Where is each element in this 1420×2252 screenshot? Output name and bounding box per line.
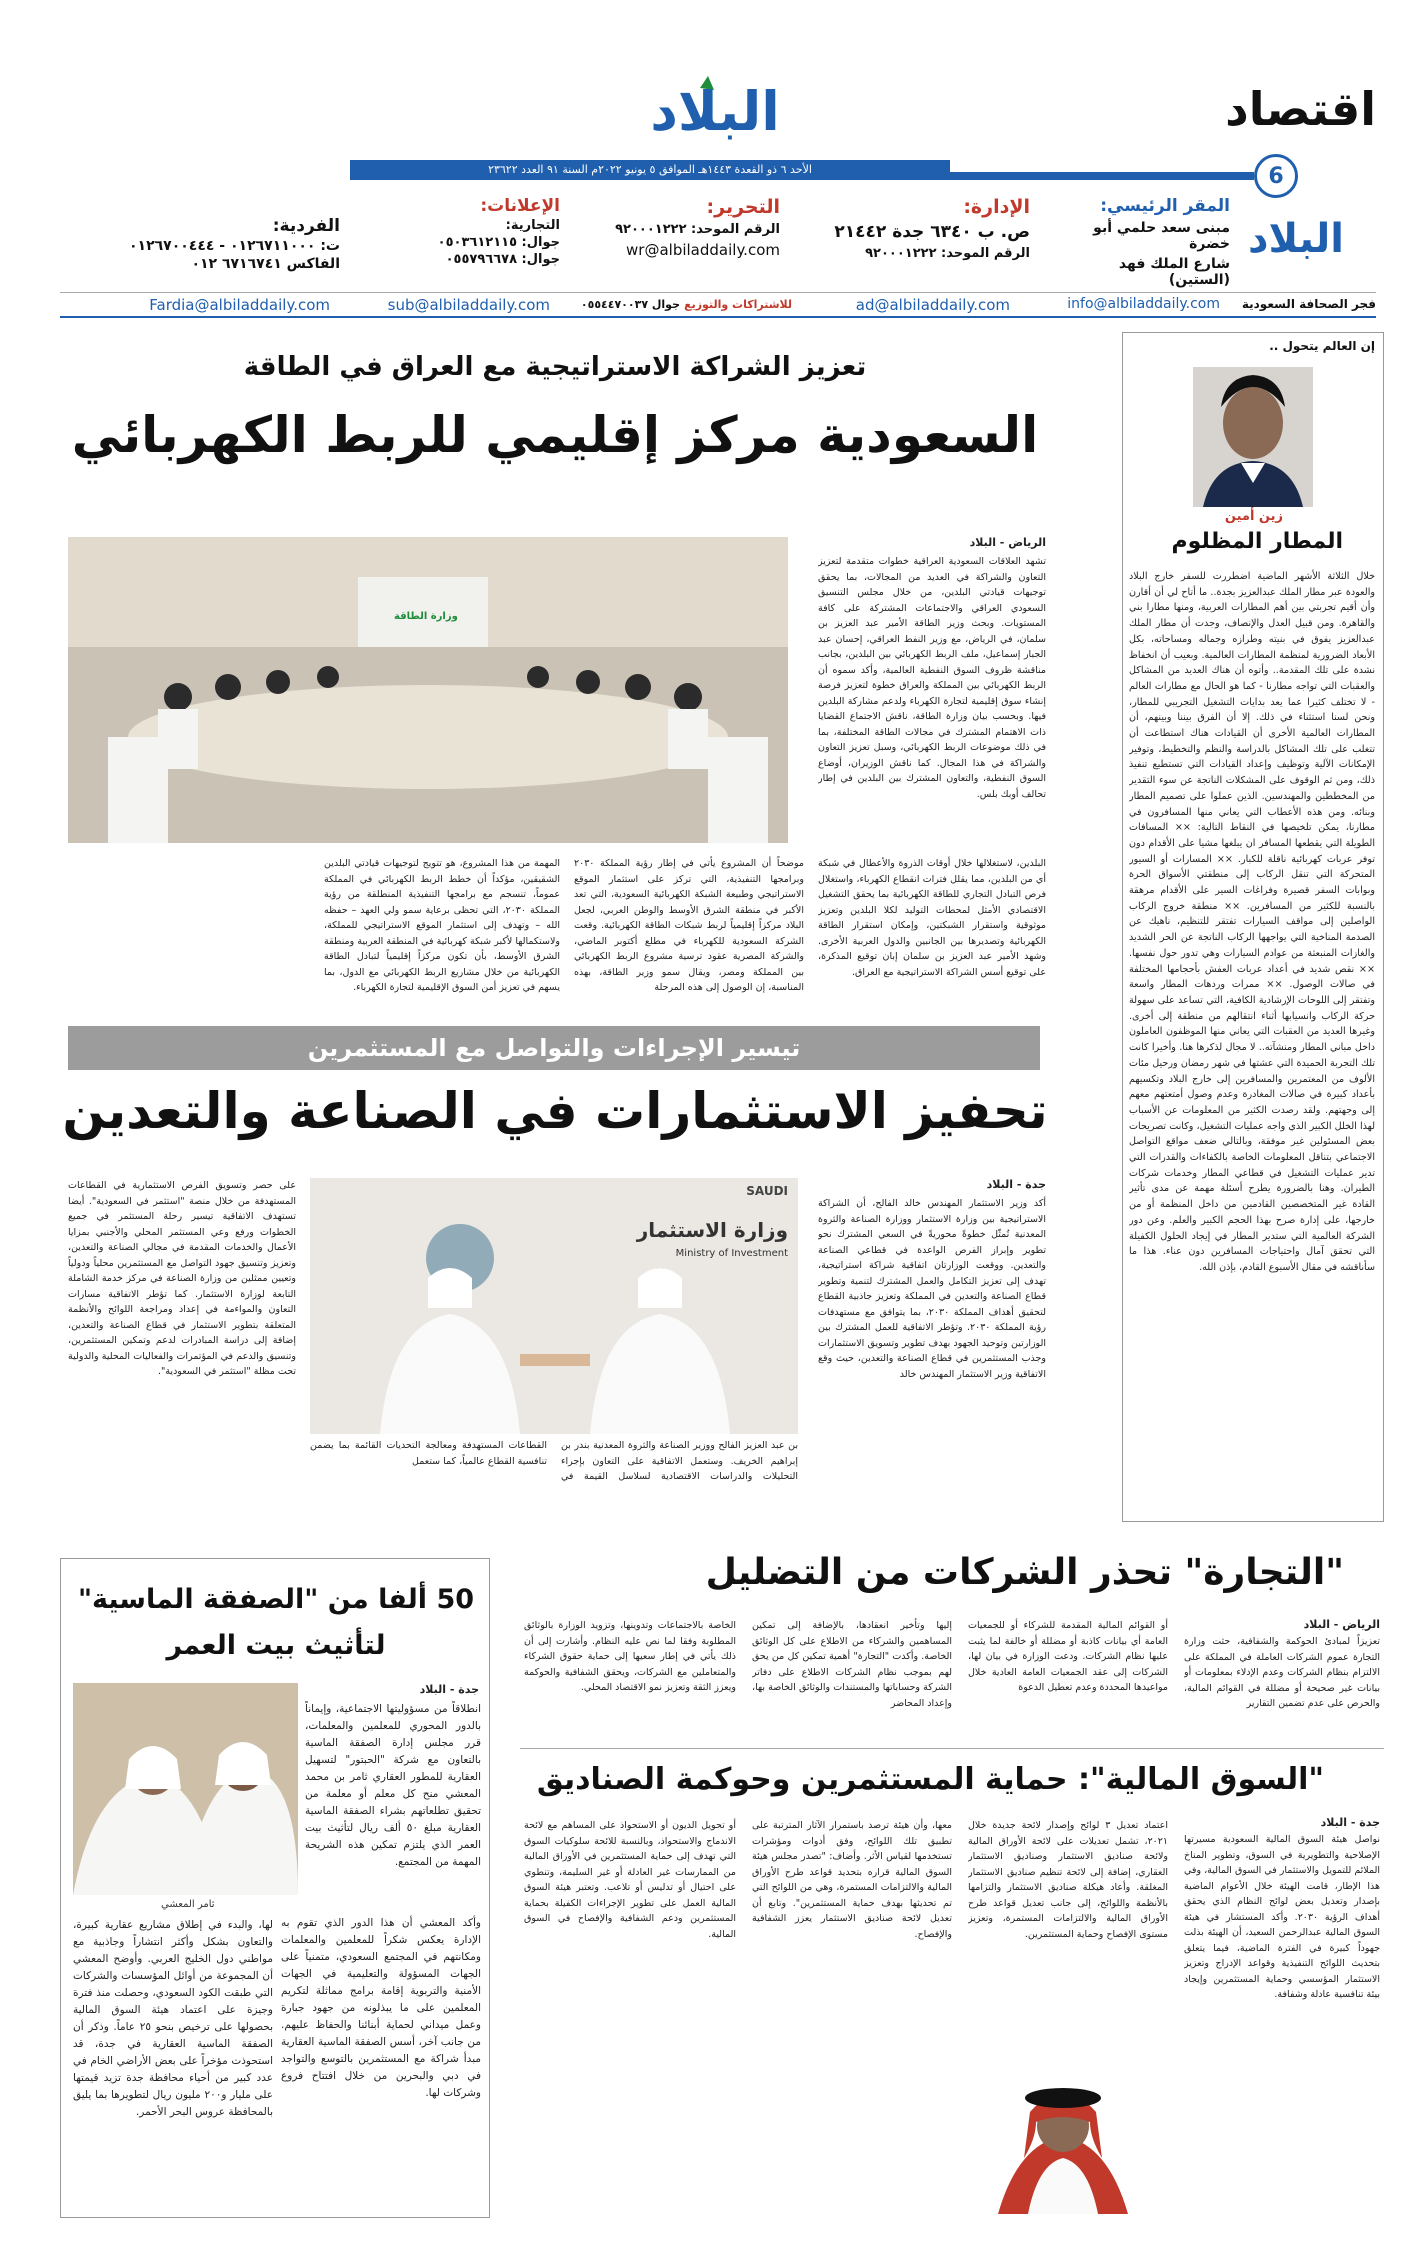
article5-dateline: جدة - البلاد [1320,1816,1380,1829]
article3-photo-caption: ثامر المعشي [161,1899,215,1910]
article4-col2: أو القوائم المالية المقدمة للشركاء أو للجمعيات العامة أي بيانات كاذبة أو مضللة أو خالفة لما يثبت عليها نظام الشركات. ودعت الوزارة في بيان لها، الشركات إلى عقد الجمعيات العامة العادية خلال مواعيدها المحددة وعدم تعطيل الدعوة [968,1620,1168,1693]
retail-block [90,216,340,272]
article5-photo [958,2064,1168,2214]
ads-line1: التجارية: [505,218,560,233]
signing-photo-icon [310,1178,798,1434]
article3-body-right: انطلاقاً من مسؤوليتها الاجتماعية، وإيماناً بالدور المحوري للمعلمين والمعلمات، قرر مجلس إدارة الصفقة الماسية بالتعاون مع شركة "الحبتور" لتسهيل العقارية للمطور العقاري ثامر بن محمد المعشي منح كل معلم أو معلمة من تحقيق تطلعاتهم بشراء الصفقة الماسية العقارية مبلغ ٥٠ ألف ريال لتأثيث بيت العمر الذي يلتزم تمكين هذه الشريحة المهمة من المجتمع. [305,1703,481,1868]
small-logo-text: البلاد [1248,216,1344,262]
article5-rule [520,1748,1384,1749]
article4-col1: تعزيزاً لمبادئ الحوكمة والشفافية، حثت وزارة التجارة عموم الشركات العاملة في المملكة على الالتزام بنظام الشركات وعدم الإدلاء بمعلومات أو بيانات غير صحيحة أو مضللة في القوائم المالية، والحرص على عدم تضمين التقارير [1184,1636,1380,1709]
article1-photo-label: وزارة الطاقة [394,611,458,622]
article5-col3: معها، وأن هيئة ترصد باستمرار الآثار المترتبة على تطبيق تلك اللوائح، وفق أدوات ومؤشرات تستخدمها لقياس الأثر. وأضاف: "تصدر مجلس هيئة السوق المالية قراره بتحديد قواعد طرح الأوراق المالية والالتزامات المستمرة، وهي من اللوائح التي تم تحديثها بهدف حماية المستثمرين". وتابع أن تعديل لائحة صناديق الاستثمار يعزز الشفافية والإفصاح. [752,1820,952,1940]
admin-label: الإدارة: [963,196,1030,218]
subs-phone: جوال ٠٥٥٤٤٧٠٠٣٧ [580,298,680,311]
article2-body-left: على حصر وتسويق الفرص الاستثمارية في القطاعات المستهدفة من خلال منصة "استثمر في السعودية". أيضا تستهدف الاتفاقية تيسير رحلة المستثمر في جميع الخطوات ورفع وعي المستثمر المحلي والأجنبي بمزايا الأعمال والخدمات المقدمة في مجالي الصناعة والتعدين، وتعزيز وتنسيق جهود التواصل مع المستثمرين محلياً ودولياً وتعيين ممثلين من وزارة الصناعة في مركز خدمة الشاملة التابعة لوزارة الاستثمار. كما تؤطر الاتفاقية مسارات التعاون والمواءمة في إعداد ومراجعة اللوائح والأنظمة المتعلقة بتطوير الاستثمار في قطاع الصناعة والتعدين، إضافة إلى دراسة المبادرات لدعم وتمكين المستثمرين، وتنسيق والدعم في المؤتمرات والفعاليات المحلية والدولية تحت مظلة "استثمر في السعودية". [68,1180,296,1377]
article2-photo [310,1178,798,1434]
article1-kicker: تعزيز الشراكة الاستراتيجية مع العراق في الطاقة [243,352,867,382]
article4-dateline: الرياض - البلاد [1303,1618,1380,1631]
logo-text: البلاد [650,80,780,143]
article5-col2: اعتماد تعديل ٣ لوائح وإصدار لائحة جديدة خلال ٢٠٢١، تشمل تعديلات على لائحة الأوراق المالية ولائحة صناديق الاستثمار وصناديق الاستثمار العقاري، إضافة إلى لائحة تنظيم صناديق الاستثمار المغلقة. وأعاد هيكلة صناديق الاستثمار والتزامها بالأنظمة واللوائح، إلى جانب تعديل قواعد طرح الأوراق المالية والالتزامات المستمرة، وتعزيز مستوى الإفصاح وحماية المستثمرين. [968,1820,1168,1940]
masthead [0,0,1420,320]
column-body: خلال الثلاثة الأشهر الماضية اضطررت للسفر خارج البلاد والعودة عبر مطار الملك عبدالعزيز بجدة.. ما أتاح لي أن أقارن وأن أقيم تجربتي بين أهم المطارات العربية، ومنها مطارا بني والقاهرة. ومن قبيل العدل والإنصاف، وجدت أن مطار الملك عبدالعزيز يفوق في بنيته وطرازه وجماله ومساحاته، بكل الأبعاد الضرورية لمنظمة المطارات العالمية. وبعيب أن انخفاظ نشدة على تلك المقدمة.. وأتوه أن هناك العديد من المشاكل والعقبات التي تواجه مطارنا - كما هو الحال مع مطارات العالم - لا تختلف كثيرا عما يعد بدايات التشغيل التجريبي للمطار، ونحن لسنا استثناء في ذلك. إلا أن الفرق بيننا وبينهم، أن المطارات العالمية الأخرى أن القيادات هناك استطاعت أن تتغلب على تلك المشاكل بالدراسة والنظم والتخطيط، وتوفير الإمكانات الآلية وتوظيف وإعداد القيادات التي تستطيع تنفيذ ذلك، ومن ثم الوقوف على المشكلات الناتجة عن سوء التقدير من المخططين والمهندسين. الذين عملوا على تصميم المطار وبنائه. ومن هذه الأعطاب التي يعاني منها المسافرون في مطارنا، يمكن تلخيصها في النقاط التالية: ×× المسافات الطويلة التي يقطعها المسافر ان يبلغها مشيا على الأقدام دون توفر عربات كهربائية ناقلة للكبار. ×× المسارات أو السيور المتحركة التي تنقل الركاب إلى منطقتي الأسواق الحرة وبوابات السفر قصيرة وفراغات السير على الأقدام مرهقة بالنسبة للكثير من المسافرين. ×× منطقة خروج الركاب الواصلين إلى مواقف السيارات تفتقر للتنظيم، ناهيك عن الصدمة المناخية التي يواجهها الركاب الناتجة عن الحر الشديد والغازات المنبعثة من عوادم السيارات وهي تدور حول نفسها. ×× نقص شديد في أعداد عربات العفش بأحجامها المختلفة في صالات الوصول. ×× ممرات وردهات المطار واسعة وتفتقر إلى اللوحات الإرشادية الكافية، التي تساعد على سهولة حركة الركاب وانسيابها أثناء انتقالهم من منطقة إلى أخرى. وغيرها العديد من العقبات التي يعاني منها الموظفون العاملون داخل مباني المطار ومنشآته.. لا مجال لذكرها هنا. وأخيرا كانت تلك التجربة الحميدة التي عشتها في شهر رمضان ورحيل مئات الألوف من المعتمرين والمسافرين إلى خارج البلاد وتكسيهم بأعداد كبيرة في صالات المغادرة وعدم وصول أمتعتهم معهم إلى وجهتهم. ولقد رصدت الكثير من المعلومات عن الأسباب لهذا الخلل الكبير الذي واجه عمليات التشغيل، وكانت تصريحات بعض المسئولين غير موفقة، وبالتالي ضعف مواقع التواصل الاجتماعي بتناقل المعلومات الخاصة بالكفاءات والقدرات التي تدير عمليات التشغيل في قطاعي المطار وخدمات شركات الطيران. وهنا بالضرورة يطرح أسئلة مهمة عن مدى تأثير القادة غير المتخصصين القادمين من داخل المنظمة أو من خارجها، على إدارة صرح بهذا الحجم الكبير والعلم. وعن دور الشركة العالمية التي ستدير المطار في إيجاد الحلول الكفيلة التي تحقق آمال واحتياجات المسافرين دون عناء. هذا ما سأناقشه في مقال الأسبوع القادم، بإذن الله. [1129,571,1375,1273]
retail-line2: الفاكس ٦٧١٦٧٤١ ٠١٢ [191,256,340,272]
ads-line3: جوال: ٠٥٥٧٩٦٦٧٨ [445,252,560,267]
retail-line1: ت: ٠١٢٦٧١١٠٠٠ - ٠١٢٦٧٠٠٤٤٤ [128,238,340,254]
article5-col4: أو تحويل الديون أو الاستحواذ على المساهم مع لائحة الاندماج والاستحواذ، وبالنسبة للائحة سلوكيات السوق التي تهدف إلى حماية المستثمرين في الأوراق المالية من الممارسات غير العادلة أو غير السليمة، وتنطوي على احتيال أو تدليس أو تلاعب. وتعتبر هيئة السوق المالية العمل على تطوير الإجراءات الكفيلة بحماية المستثمرين ودعم الشفافية والإفصاح في السوق المالية. [524,1820,736,1940]
article1-col3: المهمة من هذا المشروع، هو تتويج لتوجيهات قيادتي البلدين الشقيقين، مؤكداً أن خطط الربط الكهربائي في المملكة عموماً، تنسجم مع برامجها التنفيذية المنطلقة من رؤية المملكة ٢٠٣٠، التي تحظى برعاية سمو ولي العهد – حفظه الله – وتهدف إلى استثمار الموقع الاستراتيجي للمملكة، ولاستكمالها لأكبر شبكة كهربائية في المنطقة العربية ومنطقة الشرق الأوسط، بأن تكون مركزاً إقليمياً لتبادل الطاقة الكهربائية من خلال مشاريع الربط الكهربائي مع الدول، بما يسهم في تعزيز أمن السوق الإقليمية لتجارة الكهرباء. [324,858,560,993]
article1-col2: موضحاً أن المشروع يأتي في إطار رؤية المملكة ٢٠٣٠ وبرامجها التنفيذية، التي تركز على استثمار الموقع الاستراتيجي وطبيعة الشبكة الكهربائية السعودية، التي تعد الأكبر في منطقة الشرق الأوسط والوطن العربي، لجعل البلاد مركزاً إقليمياً لربط شبكات الطاقة الكهربائية. وقعت الشركة السعودية للكهرباء في مطلع أكتوبر الماضي، والشركة المصرية عقود ترسية مشروع الربط الكهربائي بين المملكة ومصر، ويقال سمو وزير الطاقة، بهذه المناسبة، إن الوصول إلى هذه المرحلة [574,858,804,993]
subs-label: للاشتراكات والتوزيع [684,298,792,311]
admin-block [820,196,1030,261]
article-energy [60,332,1050,1012]
section-title: اقتصاد [1225,82,1376,136]
article1-body-side: تشهد العلاقات السعودية العراقية خطوات متقدمة لتعزيز التعاون والشراكة في العديد من المجالات، بما يحقق توجيهات قيادتي البلدين، من خلال مجلس التنسيق السعودي العراقي والاجتماعات المشتركة على كافة المستويات. وبحث وزير الطاقة الأمير عبد العزيز بن سلمان، في الرياض، مع وزير النفط العراقي، إحسان عبد الجبار إسماعيل، ملف الربط الكهربائي بين البلدين، بجانب مناقشة ظروف السوق النفطية العالمية، وأكد سموه أن الربط الكهربائي بين المملكة والعراق خطوة لتعزيز فرصة إنشاء سوق إقليمية لتجارة الكهرباء ولدعم مشاركة البلدين فيها. وبحسب بيان وزارة الطاقة، ناقش الاجتماع القضايا ذات الاهتمام المشترك في مجالات الطاقة المختلفة، بما في ذلك موضوعات الربط الكهربائي، وسبل تعزيز التعاون والشراكة في هذا المجال. كما ناقش الوزيران، أوضاع السوق النفطية، والتعاون المشترك بين البلدين في إطار تحالف أوبك بلس. [818,556,1046,800]
article-capital-market [520,1748,1384,2218]
article4-col4: الخاصة بالاجتماعات وتدوينها، وتزويد الوزارة بالوثائق المطلوبة وفقا لما نص عليه النظام. وأشارت إلى أن ذلك يأتي في إطار سعيها إلى حماية حقوق الشركاء والمتعاملين مع الشركات، ويحقق الشفافية والحوكمة ويعزز الثقة وتعزيز نمو الاقتصاد المحلي. [524,1620,736,1693]
article2-kicker: تيسير الإجراءات والتواصل مع المستثمرين [307,1034,801,1062]
article3-body-mid: وأكد المعشي أن هذا الدور الذي تقوم به الإدارة يعكس شكراً للمعلمين والمعلمات ومكانتهم في المجتمع السعودي، متمنياً على الجهات المسؤولة والتعليمية في الجهات الأمنية والتربوية إقامة برامج مماثلة لتكريم المعلمين على ما يبذلونه من جهود جبارة وعمل ميداني لحماية أبنائنا والحفاظ عليهم. من جانب آخر، أسس الصفقة الماسية العقارية مبدأ شراكة مع المستثمرين بالتوسع والتواجد في دبي والبحرين من خلال افتتاح فروع وشركات لها. [281,1917,481,2099]
article1-title: السعودية مركز إقليمي للربط الكهربائي [71,406,1039,464]
ads-email[interactable]: sub@albiladdaily.com [387,296,550,314]
author-photo [1193,367,1313,507]
article1-dateline: الرياض - البلاد [969,536,1046,549]
article2-title: تحفيز الاستثمارات في الصناعة والتعدين [62,1082,1048,1140]
hq-block [1060,196,1230,288]
ads-label: الإعلانات: [480,196,560,216]
editorial-line1: الرقم الموحد: ٩٢٠٠٠١٢٢٢ [615,222,780,237]
article2-dateline: جدة - البلاد [986,1178,1046,1191]
article1-col1: البلدين، لاستغلالها خلال أوقات الذروة والأعطال في شبكة أي من البلدين، مما يقلل فترات انقطاع الكهرباء، واستغلال فرص التبادل التجاري للطاقة الكهربائية بما يحقق التشغيل الاقتصادي الأمثل لمحطات التوليد لكلا البلدين وتعزيز موثوقية واستقرار الشبكتين، وإمكان استقرار الطاقة الكهربائية وتصديرها بين الجانبين والدول العربية الأخرى. وشهد الأمير عبد العزيز بن سلمان إبان توقيع المذكرة، على توقيع أسس الشراكة الاستراتيجية مع العراق. [818,858,1046,978]
column-kicker: إن العالم يتحول .. [1269,339,1375,353]
opinion-column [1122,332,1384,1522]
article2-photo-saudi: SAUDI [746,1184,788,1198]
editorial-email[interactable]: wr@albiladdaily.com [626,241,780,259]
article2-photo-logo-en: Ministry of Investment [675,1248,788,1259]
small-logo [1236,216,1356,276]
ads-line2: جوال: ٠٥٠٣٦١٢١١٥ [437,235,560,250]
column-author: زين أمين [1224,509,1283,524]
admin-line1: ص. ب ٦٣٤٠ جدة ٢١٤٤٢ [834,222,1030,242]
article4-title: "التجارة" تحذر الشركات من التضليل [705,1552,1344,1593]
hq-label: المقر الرئيسي: [1100,196,1230,216]
editorial-label: التحرير: [706,196,780,218]
hq-line2: شارع الملك فهد (الستين) [1118,256,1230,288]
hq-email[interactable]: info@albiladdaily.com [1067,296,1220,312]
author-portrait-icon [1193,367,1313,507]
article-investment [60,1014,1050,1522]
article2-body-under: بن عبد العزيز الفالح ووزير الصناعة والثروة المعدنية بندر بن إبراهيم الخريف. وستعمل الاتفاقية على التعاون بإجراء التحليلات والدراسات الاقتصادية لسلاسل القيمة في القطاعات المستهدفة ومعالجة التحديات القائمة بما يضمن تنافسية القطاع عالمياً، كما ستعمل [310,1440,798,1482]
hq-line1: مبنى سعد حلمي أبو خضرة [1093,220,1230,252]
tagline: فجر الصحافة السعودية [1241,297,1376,311]
article3-title: 50 ألفا من "الصفقة الماسية" لتأثيث بيت العمر [77,1584,475,1661]
article-diamond-deal [60,1558,490,2218]
article2-body-right: أكد وزير الاستثمار المهندس خالد الفالح، أن الشراكة الاستراتيجية بين وزارة الاستثمار ووزارة الصناعة والثروة المعدنية تُمثّل خطوةً محوريةً في السعي المشترك نحو تطوير وإبراز الفرص الواعدة في قطاعي الصناعة والتعدين. ووقعت الوزارتان اتفاقية شراكة استراتيجية، تهدف إلى تعزيز التكامل والعمل المشترك لتنمية وتطوير قطاع الصناعة والتعدين في المملكة وتعزيز جاذبية القطاع لتحقيق أهداف المملكة ٢٠٣٠، بما يتوافق مع مستهدفات رؤية المملكة ٢٠٣٠. وتؤطر الاتفاقية للعمل المشترك بين الوزارتين وتوحيد الجهود بهدف تطوير وتسويق الاستثمارات وجذب المستثمرين في قطاع الصناعة والتعدين، حيث وقع الاتفاقية وزير الاستثمار المهندس خالد [818,1198,1046,1380]
article3-body-left: لها، والبدء في إطلاق مشاريع عقارية كبيرة، والتعاون بشكل وأكثر انتشاراً وجاذبية مع مواطني دول الخليج العربي. وأوضح المعشي أن المجموعة من أوائل المؤسسات والشركات التي طبقت الكود السعودي، وحصلت منذ فترة وجيزة على اعتماد هيئة السوق المالية بحصولها على ترخيص بنحو ٢٥ عاماً. وذكر أن الصفقة الماسية العقارية في جدة، قد استحوذت مؤخراً على بعض الأراضي الخام في عدد كبير من أحياء محافظة جدة تزيد قيمتها على مليار و٢٠٠ مليون ريال لتطويرها بما يليق بالمحافظة عروس البحر الأحمر. [73,1919,273,2118]
article4-col3: إليها وتأخير انعقادها، بالإضافة إلى تمكين المساهمين والشركاء من الاطلاع على كل الوثائق الخاصة. وأكدت "التجارة" أهمية تمكين كل من يحق لهم بموجب نظام الشركات الاطلاع على دفاتر الشركة وحساباتها والمستندات والوثائق الخاصة بها، وإعداد المحاضر [752,1620,952,1709]
ads-block [400,196,560,267]
admin-email[interactable]: ad@albiladdaily.com [855,296,1010,314]
column-title: المطار المظلوم [1171,529,1343,554]
retail-label: الفردية: [272,216,340,236]
page-number-badge [1254,154,1298,198]
article3-photo [73,1683,298,1895]
logo [640,70,790,160]
official-portrait-icon [958,2064,1168,2214]
article5-col1: نواصل هيئة السوق المالية السعودية مسيرتها الإصلاحية والتطويرية في السوق، وتطوير المناخ الملائم للتمويل والاستثمار في السوق المالية، وفي هذا الإطار، قامت الهيئة خلال الأعوام الماضية بإصدار وتعديل بعض لوائح النظام الذي يحقق أهداف الرؤية ٢٠٣٠. وأكد المستشار في هيئة السوق المالية عبدالرحمن السعيد، أن الهيئة بذلت جهوداً كبيرة في الفترة الماضية، فيما يتعلق بتحديث اللوائح التنفيذية وقواعد الإدراج وتعزيز الاستثمار المؤسسي وحماية المستثمرين وإيجاد بيئة تنافسية عادلة وشفافة. [1184,1834,1380,2000]
article-commerce [520,1540,1384,1740]
meeting-photo-icon [68,537,788,843]
businessmen-photo-icon [73,1683,298,1895]
editorial-block [590,196,780,259]
retail-email[interactable]: Fardia@albiladdaily.com [149,296,330,314]
page-number: 6 [1268,163,1284,189]
article1-photo [68,537,788,843]
article2-photo-logo-ar: وزارة الاستثمار [636,1218,788,1242]
admin-line2: الرقم الموحد: ٩٢٠٠٠١٢٢٢ [865,246,1030,261]
article5-title: "السوق المالية": حماية المستثمرين وحوكمة الصناديق [536,1762,1324,1797]
date-line-text: الأحد ٦ ذو القعدة ١٤٤٣هـ الموافق ٥ يونيو ٢٠٢٢م السنة ٩١ العدد ٢٣٦٢٢ [488,163,812,176]
article3-dateline: جدة - البلاد [419,1683,479,1696]
